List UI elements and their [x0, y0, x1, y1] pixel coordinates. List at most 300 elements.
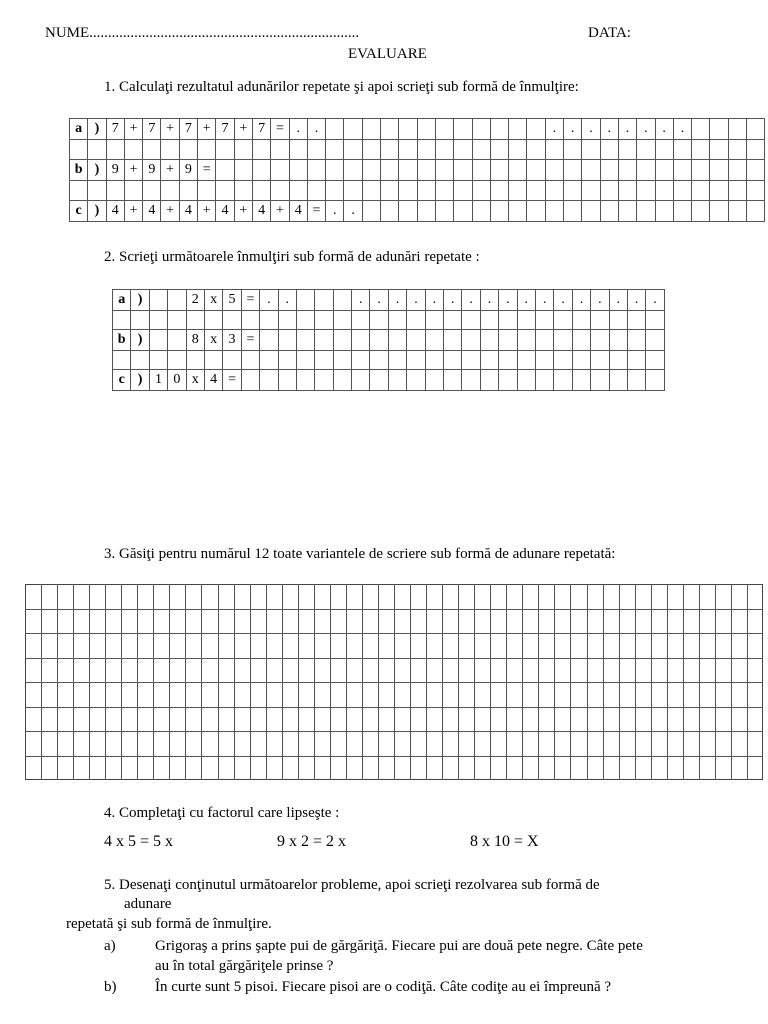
grid-cell: . [554, 290, 572, 311]
grid-cell [728, 160, 746, 181]
grid-blank-row [70, 140, 765, 160]
grid-cell [315, 330, 333, 351]
exercise-3-square-grid [25, 584, 763, 780]
grid-blank-row [113, 311, 665, 330]
grid-cell [241, 311, 259, 330]
grid-row-b [70, 160, 765, 181]
grid-cell [216, 181, 234, 201]
grid-cell [509, 201, 527, 222]
grid-cell [381, 119, 399, 140]
grid-cell: + [161, 201, 179, 222]
grid-cell [88, 181, 106, 201]
grid-cell: 7 [216, 119, 234, 140]
grid-cell: 7 [143, 119, 161, 140]
grid-cell [149, 290, 167, 311]
grid-cell [252, 181, 270, 201]
grid-cell [692, 181, 710, 201]
grid-cell [435, 140, 453, 160]
grid-cell [326, 140, 344, 160]
grid-cell [509, 119, 527, 140]
grid-cell [591, 370, 609, 391]
grid-cell [535, 351, 553, 370]
grid-cell [545, 140, 563, 160]
grid-cell [168, 311, 186, 330]
exercise-1-grid [69, 118, 765, 222]
grid-cell [545, 160, 563, 181]
grid-cell [417, 140, 435, 160]
grid-cell: + [124, 119, 142, 140]
grid-cell [582, 181, 600, 201]
grid-cell: ) [131, 330, 149, 351]
grid-cell [527, 201, 545, 222]
grid-cell [131, 351, 149, 370]
grid-cell: . [307, 119, 325, 140]
grid-cell [692, 140, 710, 160]
grid-cell [326, 160, 344, 181]
grid-cell: c [70, 201, 88, 222]
grid-cell [388, 311, 406, 330]
grid-cell: . [425, 290, 443, 311]
grid-cell: = [198, 160, 216, 181]
grid-cell [381, 181, 399, 201]
grid-cell [572, 351, 590, 370]
grid-cell: + [161, 119, 179, 140]
grid-cell [609, 330, 627, 351]
grid-cell [168, 330, 186, 351]
grid-cell [352, 311, 370, 330]
grid-cell: x [186, 370, 204, 391]
grid-cell [161, 181, 179, 201]
grid-cell: . [627, 290, 645, 311]
grid-cell [362, 140, 380, 160]
grid-cell [417, 160, 435, 181]
grid-cell [296, 351, 314, 370]
exercise-5-instruction-line2: repetată şi sub formă de înmulţire. [66, 916, 272, 932]
grid-cell: ) [131, 370, 149, 391]
grid-cell [710, 140, 728, 160]
grid-cell [637, 140, 655, 160]
grid-cell [271, 160, 289, 181]
grid-cell [278, 311, 296, 330]
grid-cell [582, 140, 600, 160]
exercise-4-item-1: 4 x 5 = 5 x [104, 833, 174, 850]
grid-cell [435, 160, 453, 181]
grid-cell [535, 330, 553, 351]
grid-cell [480, 330, 498, 351]
grid-cell [480, 351, 498, 370]
grid-cell [278, 351, 296, 370]
grid-cell: ) [88, 201, 106, 222]
grid-cell [490, 181, 508, 201]
grid-cell [517, 351, 535, 370]
exercise-1-instruction: 1. Calculaţi rezultatul adunărilor repetate şi apoi scrieţi sub formă de înmulţire: [104, 79, 579, 95]
grid-cell [462, 330, 480, 351]
grid-cell [417, 119, 435, 140]
grid-cell [113, 351, 131, 370]
grid-cell [527, 140, 545, 160]
grid-cell [296, 330, 314, 351]
grid-cell: = [241, 330, 259, 351]
grid-cell [370, 330, 388, 351]
grid-cell [627, 330, 645, 351]
grid-cell [490, 119, 508, 140]
grid-cell: = [271, 119, 289, 140]
grid-cell: . [462, 290, 480, 311]
grid-blank-row [70, 181, 765, 201]
grid-cell [271, 140, 289, 160]
grid-cell [143, 140, 161, 160]
grid-cell [517, 370, 535, 391]
grid-cell [600, 181, 618, 201]
grid-cell [417, 181, 435, 201]
grid-cell: . [444, 290, 462, 311]
grid-cell [444, 351, 462, 370]
grid-cell [545, 201, 563, 222]
grid-cell [554, 330, 572, 351]
problem-a-text-line2: au în total gărgăriţele prinse ? [155, 958, 334, 974]
grid-cell [564, 140, 582, 160]
grid-cell [728, 201, 746, 222]
grid-cell: b [113, 330, 131, 351]
grid-cell [454, 119, 472, 140]
grid-cell [344, 181, 362, 201]
grid-cell: . [289, 119, 307, 140]
grid-cell: + [198, 119, 216, 140]
grid-cell [307, 181, 325, 201]
grid-cell [692, 160, 710, 181]
grid-cell [746, 201, 764, 222]
grid-cell [179, 181, 197, 201]
grid-cell: + [124, 201, 142, 222]
grid-cell: . [572, 290, 590, 311]
grid-cell [499, 330, 517, 351]
grid-cell [509, 140, 527, 160]
grid-cell [362, 181, 380, 201]
grid-cell: 4 [106, 201, 124, 222]
grid-cell [106, 181, 124, 201]
grid-cell [344, 140, 362, 160]
grid-cell [204, 351, 222, 370]
grid-cell [564, 181, 582, 201]
grid-cell [609, 311, 627, 330]
grid-cell [198, 181, 216, 201]
grid-cell [572, 370, 590, 391]
grid-cell [362, 201, 380, 222]
grid-cell: x [204, 330, 222, 351]
grid-cell [260, 370, 278, 391]
grid-cell [572, 311, 590, 330]
grid-cell [646, 351, 664, 370]
grid-cell [462, 311, 480, 330]
grid-cell [444, 330, 462, 351]
grid-cell [149, 351, 167, 370]
grid-cell [260, 351, 278, 370]
grid-cell [591, 330, 609, 351]
grid-cell: . [260, 290, 278, 311]
grid-cell [186, 311, 204, 330]
grid-cell [315, 290, 333, 311]
grid-cell [480, 370, 498, 391]
grid-cell: + [124, 160, 142, 181]
grid-cell [388, 370, 406, 391]
grid-cell [582, 201, 600, 222]
grid-cell: . [600, 119, 618, 140]
grid-cell: . [278, 290, 296, 311]
grid-cell [472, 181, 490, 201]
grid-cell [388, 330, 406, 351]
grid-cell [333, 311, 351, 330]
exercise-5-instruction-line1: 5. Desenaţi conţinutul următoarelor probleme, apoi scrieţi rezolvarea sub formă de [104, 877, 600, 893]
grid-cell [296, 290, 314, 311]
grid-cell [131, 311, 149, 330]
grid-cell [234, 140, 252, 160]
grid-cell [252, 160, 270, 181]
grid-cell [241, 351, 259, 370]
grid-cell: 9 [179, 160, 197, 181]
grid-cell [435, 201, 453, 222]
grid-cell [554, 311, 572, 330]
grid-cell [326, 119, 344, 140]
grid-cell [646, 330, 664, 351]
grid-cell [728, 181, 746, 201]
grid-row-a [70, 119, 765, 140]
grid-cell [673, 201, 691, 222]
grid-cell: . [499, 290, 517, 311]
grid-cell [344, 119, 362, 140]
grid-cell [554, 370, 572, 391]
grid-cell [673, 140, 691, 160]
grid-cell [296, 370, 314, 391]
grid-cell [407, 311, 425, 330]
grid-cell: + [271, 201, 289, 222]
grid-cell [527, 160, 545, 181]
grid-cell: b [70, 160, 88, 181]
grid-cell [527, 119, 545, 140]
grid-cell [499, 311, 517, 330]
grid-cell: 7 [179, 119, 197, 140]
grid-cell: 4 [204, 370, 222, 391]
grid-row-a [113, 290, 665, 311]
grid-cell: . [646, 290, 664, 311]
grid-cell [655, 181, 673, 201]
grid-cell [509, 160, 527, 181]
grid-cell [168, 351, 186, 370]
grid-cell [417, 201, 435, 222]
grid-cell [223, 311, 241, 330]
grid-cell [399, 201, 417, 222]
grid-cell [535, 311, 553, 330]
grid-cell [618, 201, 636, 222]
grid-cell [143, 181, 161, 201]
grid-cell [399, 119, 417, 140]
grid-cell: a [70, 119, 88, 140]
grid-cell: 7 [106, 119, 124, 140]
grid-cell [618, 160, 636, 181]
grid-cell [113, 311, 131, 330]
grid-cell [600, 201, 618, 222]
grid-cell [655, 140, 673, 160]
grid-cell [637, 181, 655, 201]
grid-cell: . [591, 290, 609, 311]
grid-cell [407, 370, 425, 391]
grid-cell: . [352, 290, 370, 311]
grid-cell [352, 330, 370, 351]
exercise-2-grid [112, 289, 665, 391]
grid-cell [480, 311, 498, 330]
grid-cell [637, 201, 655, 222]
grid-cell [591, 311, 609, 330]
grid-cell [223, 351, 241, 370]
grid-row-c [113, 370, 665, 391]
grid-cell [454, 201, 472, 222]
grid-cell [517, 330, 535, 351]
grid-cell [88, 140, 106, 160]
grid-cell [444, 370, 462, 391]
grid-cell: 1 [149, 370, 167, 391]
grid-cell [591, 351, 609, 370]
grid-cell [204, 311, 222, 330]
grid-cell [333, 370, 351, 391]
name-field-label: NUME........................................................................ [45, 25, 360, 41]
grid-cell: + [198, 201, 216, 222]
grid-cell [627, 370, 645, 391]
grid-cell [179, 140, 197, 160]
grid-cell [655, 201, 673, 222]
grid-cell [124, 140, 142, 160]
grid-cell [472, 201, 490, 222]
grid-blank-row [113, 351, 665, 370]
grid-cell [627, 351, 645, 370]
grid-cell [352, 351, 370, 370]
grid-cell [600, 140, 618, 160]
grid-cell [388, 351, 406, 370]
grid-cell [124, 181, 142, 201]
grid-cell [444, 311, 462, 330]
grid-cell [637, 160, 655, 181]
grid-cell: a [113, 290, 131, 311]
grid-cell: . [326, 201, 344, 222]
problem-a-text-line1: Grigoraş a prins şapte pui de gărgăriţă. Fiecare pui are două pete negre. Câte pete [155, 938, 643, 954]
grid-cell [333, 330, 351, 351]
grid-cell [490, 160, 508, 181]
grid-cell [362, 160, 380, 181]
grid-cell [234, 181, 252, 201]
problem-a-label: a) [104, 938, 116, 954]
problem-b-text: În curte sunt 5 pisoi. Fiecare pisoi are o codiţă. Câte codiţe au ei împreună ? [155, 979, 612, 995]
grid-cell [746, 119, 764, 140]
grid-cell: 2 [186, 290, 204, 311]
grid-cell [710, 181, 728, 201]
grid-cell [472, 119, 490, 140]
grid-cell [435, 181, 453, 201]
grid-cell: 0 [168, 370, 186, 391]
grid-cell [627, 311, 645, 330]
grid-cell: 9 [143, 160, 161, 181]
grid-cell [399, 140, 417, 160]
grid-cell: . [618, 119, 636, 140]
grid-cell [216, 140, 234, 160]
grid-cell: 3 [223, 330, 241, 351]
grid-cell [326, 181, 344, 201]
grid-cell [535, 370, 553, 391]
grid-cell [271, 181, 289, 201]
grid-cell: c [113, 370, 131, 391]
grid-cell [252, 140, 270, 160]
grid-cell: = [241, 290, 259, 311]
grid-cell [381, 140, 399, 160]
grid-cell [425, 330, 443, 351]
grid-cell [490, 140, 508, 160]
grid-cell [315, 351, 333, 370]
grid-cell: . [388, 290, 406, 311]
grid-cell [399, 160, 417, 181]
grid-cell [582, 160, 600, 181]
grid-cell [728, 119, 746, 140]
grid-cell [499, 351, 517, 370]
grid-cell: 4 [179, 201, 197, 222]
grid-cell [564, 201, 582, 222]
grid-cell [710, 201, 728, 222]
date-field-label: DATA: [588, 25, 631, 41]
exercise-4-item-2: 9 x 2 = 2 x [277, 833, 347, 850]
grid-cell [161, 140, 179, 160]
grid-cell: x [204, 290, 222, 311]
grid-cell [106, 140, 124, 160]
grid-cell [710, 119, 728, 140]
grid-row-b [113, 330, 665, 351]
grid-cell [370, 351, 388, 370]
grid-cell: 4 [289, 201, 307, 222]
grid-cell [307, 140, 325, 160]
grid-cell [186, 351, 204, 370]
grid-cell [746, 181, 764, 201]
grid-cell: = [223, 370, 241, 391]
grid-cell [168, 290, 186, 311]
grid-cell [454, 140, 472, 160]
grid-cell: ) [131, 290, 149, 311]
grid-cell [692, 119, 710, 140]
grid-cell [315, 311, 333, 330]
grid-cell: . [564, 119, 582, 140]
grid-cell [289, 181, 307, 201]
grid-row-c [70, 201, 765, 222]
grid-cell [710, 160, 728, 181]
exercise-4-instruction: 4. Completaţi cu factorul care lipseşte : [104, 805, 340, 821]
grid-cell [149, 330, 167, 351]
problem-b-label: b) [104, 979, 117, 995]
grid-cell [692, 201, 710, 222]
grid-cell [241, 370, 259, 391]
grid-cell [572, 330, 590, 351]
grid-cell [307, 160, 325, 181]
grid-cell [673, 181, 691, 201]
grid-cell [509, 181, 527, 201]
grid-cell: + [234, 201, 252, 222]
grid-cell [490, 201, 508, 222]
grid-cell: . [637, 119, 655, 140]
grid-cell: . [582, 119, 600, 140]
grid-cell [499, 370, 517, 391]
grid-cell [234, 160, 252, 181]
grid-cell [564, 160, 582, 181]
grid-cell [70, 140, 88, 160]
grid-cell: ) [88, 160, 106, 181]
grid-cell [381, 201, 399, 222]
grid-cell [618, 181, 636, 201]
grid-cell [673, 160, 691, 181]
grid-cell [545, 181, 563, 201]
exercise-4-item-3: 8 x 10 = X [470, 833, 539, 850]
